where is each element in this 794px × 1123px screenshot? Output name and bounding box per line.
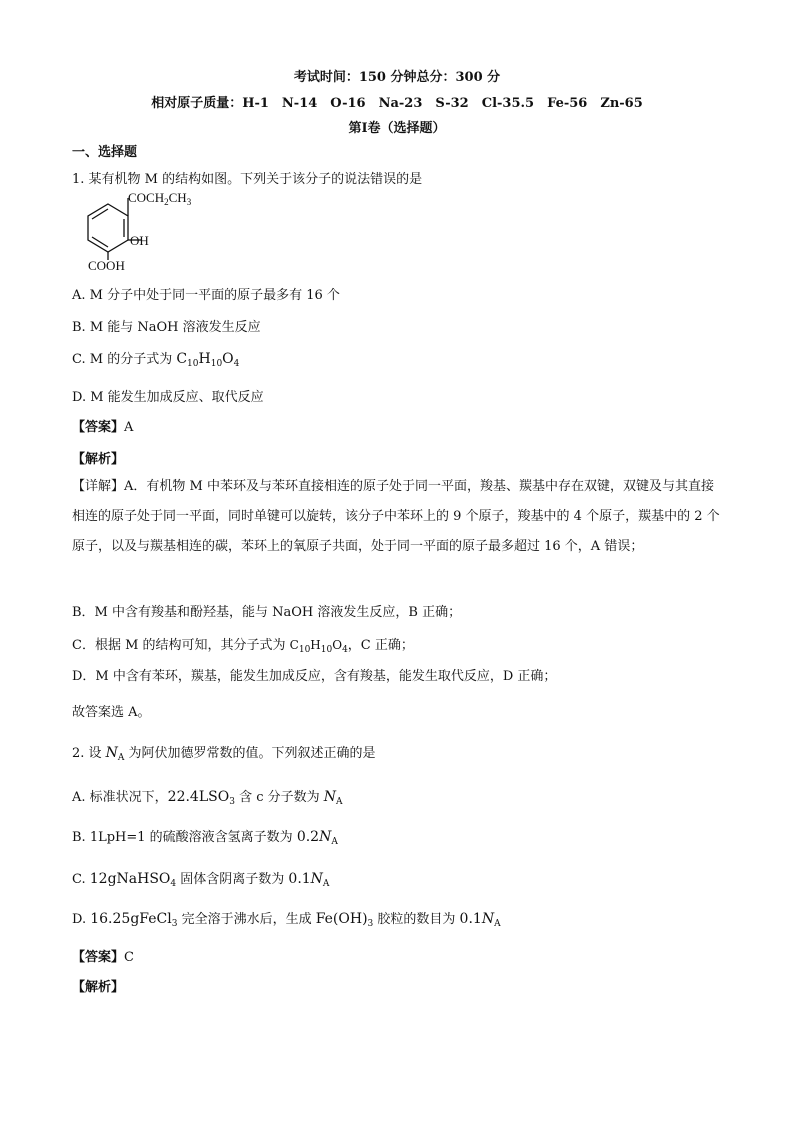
- q1-stem: 1. 某有机物 M 的结构如图。下列关于该分子的说法错误的是: [72, 172, 423, 187]
- volume-title: 第Ⅰ卷（选择题）: [348, 121, 446, 136]
- q1-detail-d: D．M 中含有苯环，羰基，能发生加成反应，含有羧基，能发生取代反应，D 正确；: [72, 669, 557, 684]
- q1-analysis-label: 【解析】: [72, 452, 125, 467]
- q2-answer: 【答案】C: [72, 950, 134, 965]
- molecule-structure: [70, 188, 290, 276]
- q2-analysis-label: 【解析】: [72, 980, 125, 995]
- structure-cooh: COOH: [88, 258, 125, 273]
- q2-stem: 2. 设 $N_A$ 为阿伏加德罗常数的值。下列叙述正确的是: [72, 745, 376, 763]
- q2-option-a: A. 标准状况下，$22.4LSO_3$ 含 c 分子数为 $N_A$: [72, 789, 343, 807]
- q1-answer: 【答案】A: [72, 420, 134, 435]
- q1-detail-c: C．根据 M 的结构可知，其分子式为 $C_{10}H_{10}O_4$，C 正确；: [72, 638, 414, 655]
- q2-option-b: B. 1LpH=1 的硫酸溶液含氢离子数为 $0.2N_A$: [72, 829, 338, 847]
- q2-option-c: C. 12gNaHSO$_4$ 固体含阴离子数为 $0.1N_A$: [72, 871, 330, 889]
- q1-conclusion: 故答案选 A。: [72, 705, 151, 720]
- q1-option-c: C. M 的分子式为 $C_{10}H_{10}O_4$: [72, 351, 240, 369]
- structure-oh: OH: [130, 233, 149, 248]
- q1-option-a: A. M 分子中处于同一平面的原子最多有 16 个: [72, 288, 340, 303]
- q1-detail: 【详解】A．有机物 M 中苯环及与苯环直接相连的原子处于同一平面，羧基、羰基中存在双键，双键及与其直接相连的原子处于同一平面，同时单键可以旋转，该分子中苯环上的 9 个原子，羧基中的 4 个原子，羰基中的 2 个原子，以及与羰基相连的碳，苯环上的氧原子共面，处于同一平面的原子最多超过 16 个，A 错误；: [72, 479, 720, 554]
- exam-info: 考试时间：150 分钟总分：300 分: [293, 70, 501, 85]
- atomic-masses: 相对原子质量：H-1 N-14 O-16 Na-23 S-32 Cl-35.5 Fe-56 Zn-65: [151, 96, 643, 111]
- q1-option-b: B. M 能与 NaOH 溶液发生反应: [72, 320, 261, 335]
- q2-option-d: D. 16.25gFeCl$_3$ 完全溶于沸水后，生成 $Fe(OH)_3$ 胶粒的数目为 $0.1N_A$: [72, 911, 501, 929]
- q1-detail-b: B．M 中含有羧基和酚羟基，能与 NaOH 溶液发生反应，B 正确；: [72, 605, 462, 620]
- q1-option-d: D. M 能发生加成反应、取代反应: [72, 390, 264, 405]
- section-title: 一、选择题: [72, 145, 138, 160]
- structure-top-group: $COCH_2CH_3$: [128, 190, 192, 207]
